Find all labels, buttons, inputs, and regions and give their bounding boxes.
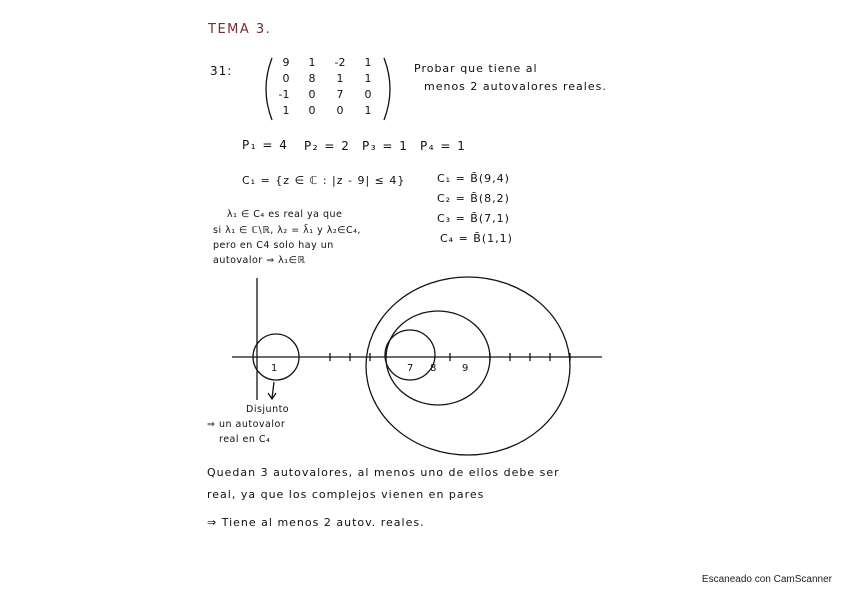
matrix-cell: 1 [364, 72, 372, 85]
statement-line: menos 2 autovalores reales. [424, 80, 607, 93]
matrix-cell: 1 [308, 56, 316, 69]
radius-p3: P₃ = 1 [362, 139, 409, 153]
radius-p4: P₄ = 1 [420, 139, 467, 153]
conclusion-line: real, ya que los complejos vienen en pares [207, 488, 485, 501]
scanner-watermark: Escaneado con CamScanner [701, 574, 832, 585]
axis-label-9: 9 [462, 363, 470, 374]
side-note-line: autovalor ⇒ λ₁∈ℝ [213, 255, 306, 266]
disjoint-note-line: ⇒ un autovalor [207, 419, 286, 430]
matrix-cell: -1 [278, 88, 290, 101]
matrix-cell: 0 [308, 104, 316, 117]
matrix-cell: 1 [364, 104, 372, 117]
disc-c1: C₁ = B̄(9,4) [437, 172, 510, 185]
radius-p1: P₁ = 4 [242, 138, 289, 152]
statement-line: Probar que tiene al [414, 62, 538, 75]
matrix-cell: 1 [364, 56, 372, 69]
side-note-line: λ₁ ∈ C₄ es real ya que [227, 209, 343, 220]
disjoint-note-line: real en C₄ [219, 434, 271, 445]
page-title: TEMA 3. [208, 22, 272, 37]
matrix-cell: 8 [308, 72, 316, 85]
matrix-cell: 9 [282, 56, 290, 69]
conclusion-line: ⇒ Tiene al menos 2 autov. reales. [207, 516, 425, 529]
side-note-line: si λ₁ ∈ ℂ\ℝ, λ₂ = λ̄₁ y λ₂∈C₄, [213, 225, 361, 236]
disc-definition: C₁ = {z ∈ ℂ : |z - 9| ≤ 4} [242, 174, 406, 187]
matrix-cell: 0 [308, 88, 316, 101]
matrix-cell: 1 [336, 72, 344, 85]
disc-c3: C₃ = B̄(7,1) [437, 212, 510, 225]
disc-c2-circle [386, 311, 490, 405]
matrix-cell: -2 [334, 56, 346, 69]
matrix-cell: 0 [364, 88, 372, 101]
matrix-cell: 7 [336, 88, 344, 101]
radius-p2: P₂ = 2 [304, 139, 351, 153]
axis-label-1: 1 [271, 363, 279, 374]
axis-label-7: 7 [407, 363, 415, 374]
side-note-line: pero en C4 solo hay un [213, 240, 334, 251]
matrix-cell: 1 [282, 104, 290, 117]
disc-c2: C₂ = B̄(8,2) [437, 192, 510, 205]
conclusion-line: Quedan 3 autovalores, al menos uno de ellos debe ser [207, 466, 560, 479]
disjoint-note-line: Disjunto [246, 404, 290, 415]
disc-c4: C₄ = B̄(1,1) [440, 232, 513, 245]
problem-number: 31: [210, 64, 233, 78]
axis-label-8: 8 [430, 363, 438, 374]
matrix-cell: 0 [282, 72, 290, 85]
matrix-cell: 0 [336, 104, 344, 117]
